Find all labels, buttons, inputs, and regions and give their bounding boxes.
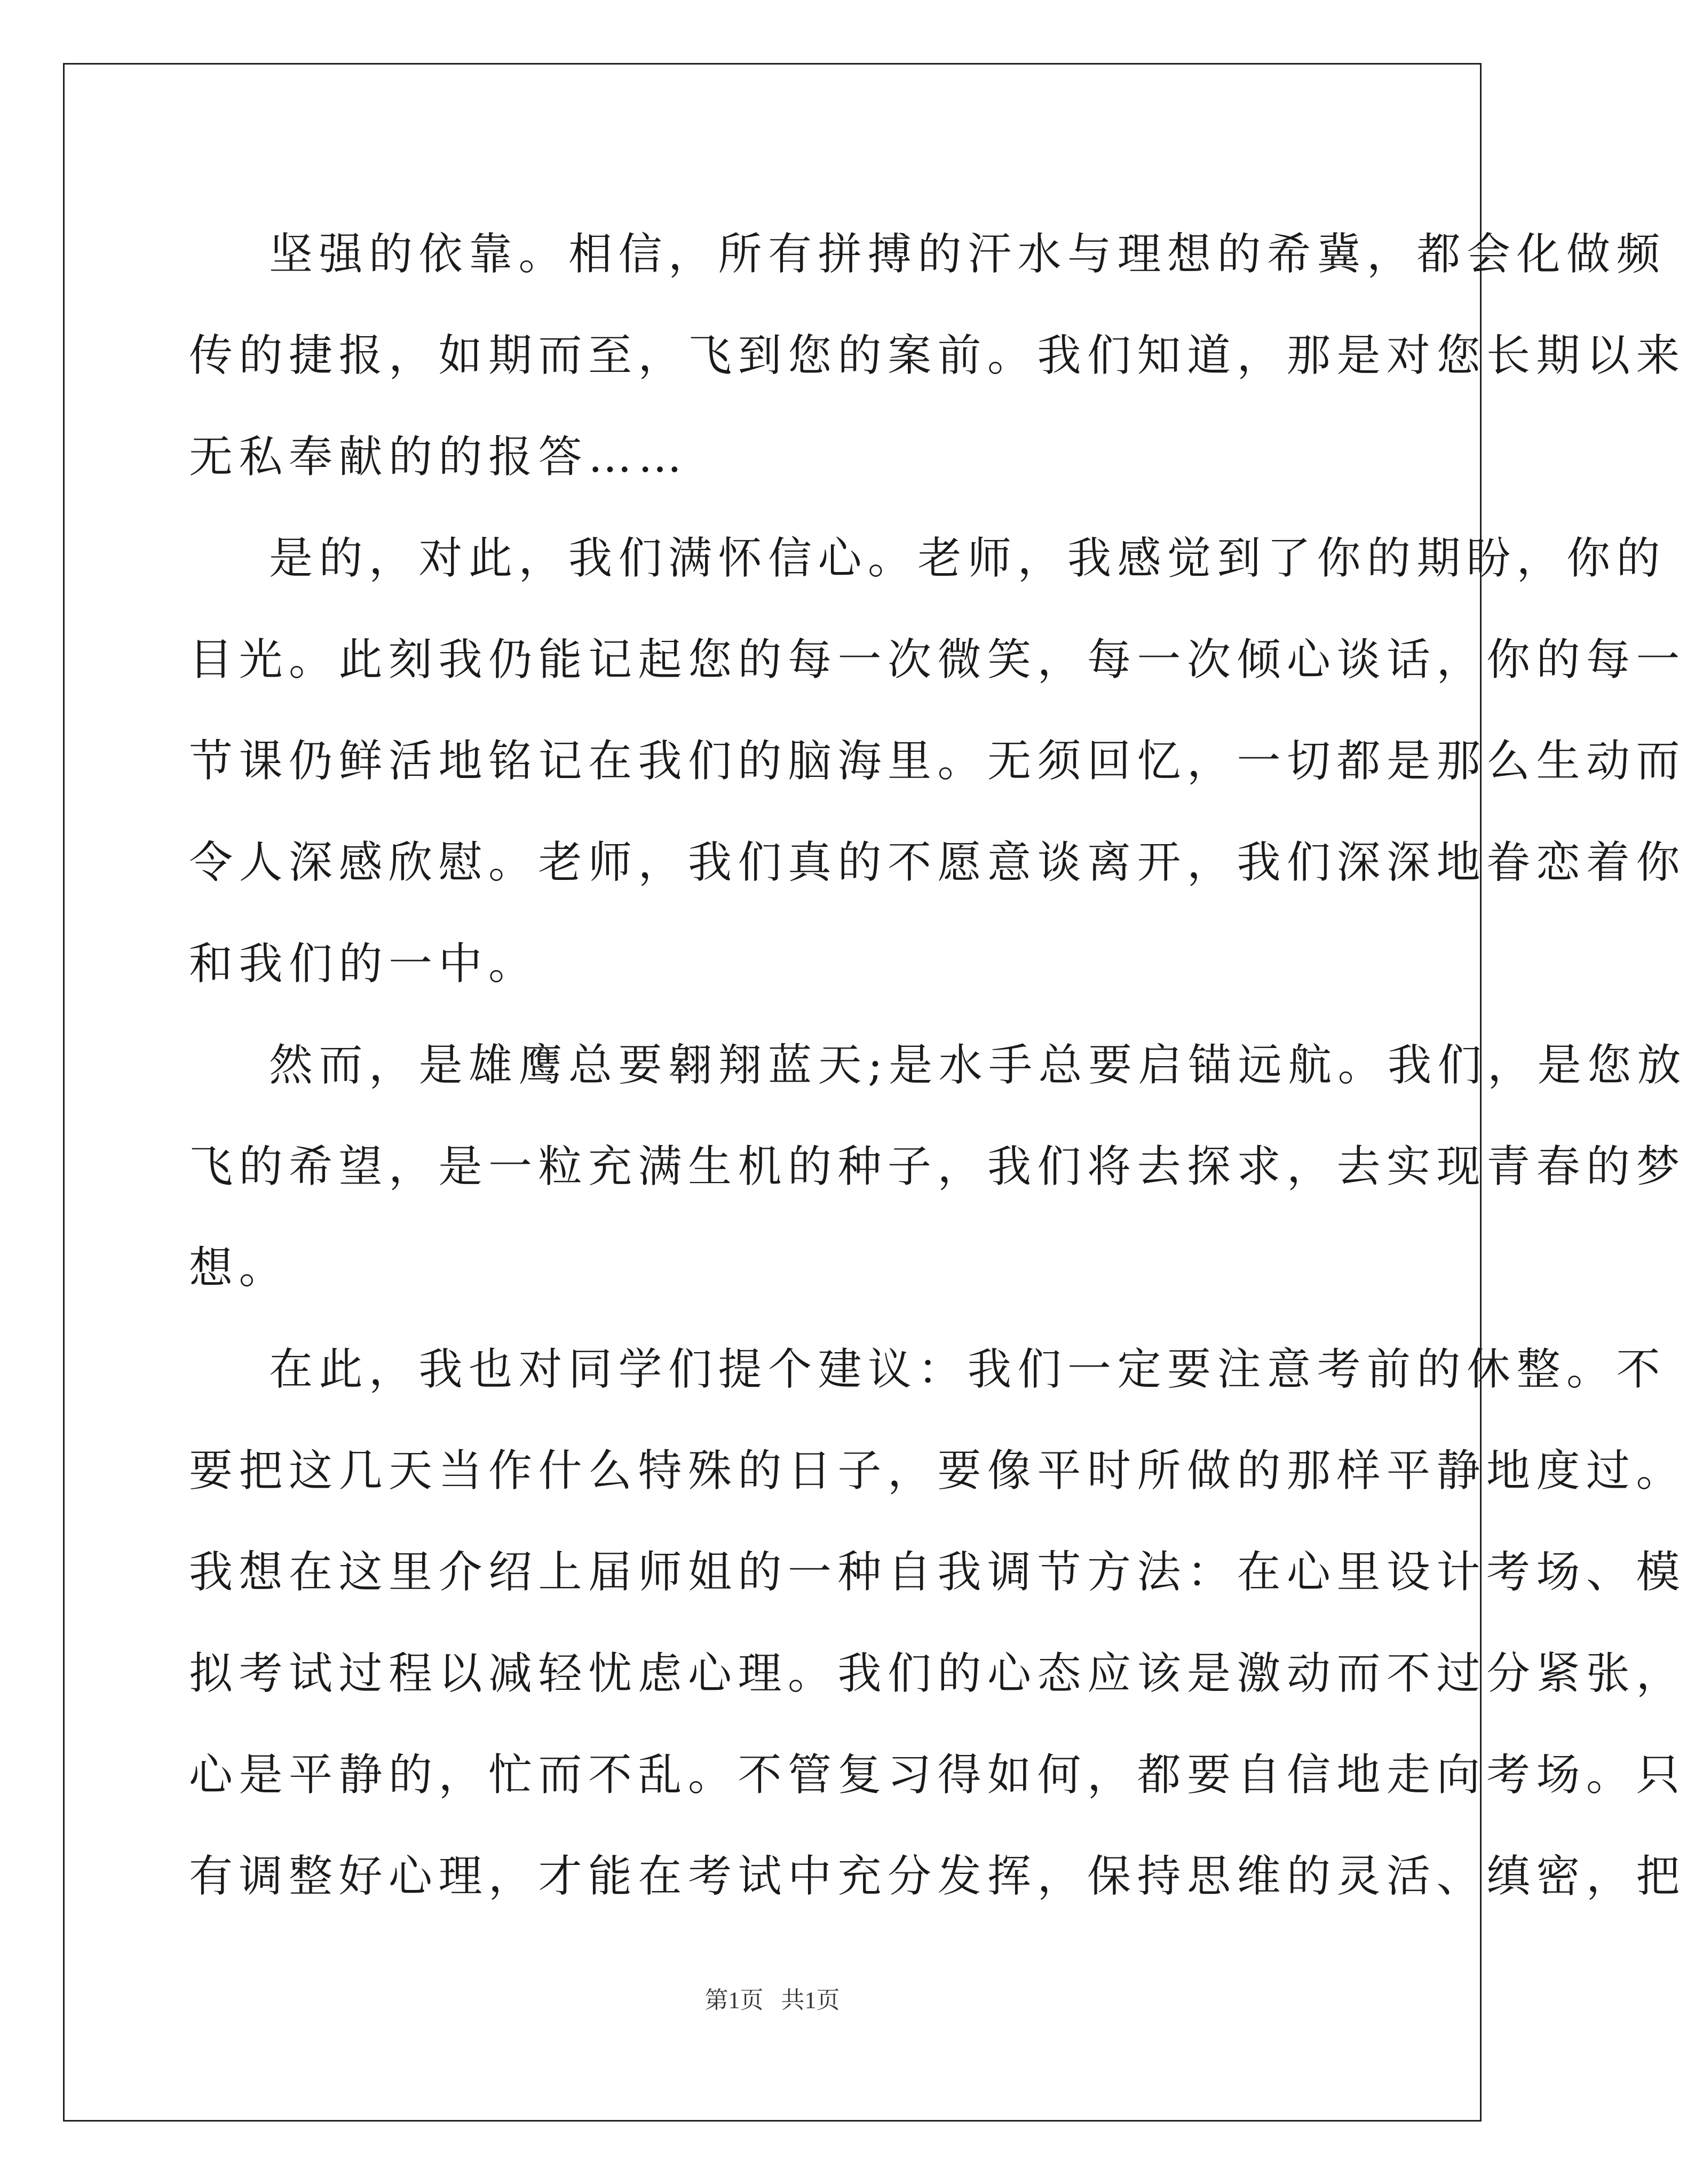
page-footer <box>0 1981 1545 2015</box>
paragraph-1-line-1: 坚强的依靠。相信，所有拼搏的汗水与理想的希冀，都会化做频 <box>269 229 1667 280</box>
paragraph-4-line-4: 拟考试过程以减轻忧虑心理。我们的心态应该是激动而不过分紧张， <box>189 1648 1686 1699</box>
paragraph-3-line-2: 飞的希望，是一粒充满生机的种子，我们将去探求，去实现青春的梦 <box>189 1141 1686 1192</box>
paragraph-2-line-4: 令人深感欣慰。老师，我们真的不愿意谈离开，我们深深地眷恋着你 <box>189 837 1686 888</box>
paragraph-4-line-5: 心是平静的，忙而不乱。不管复习得如何，都要自信地走向考场。只 <box>189 1750 1686 1800</box>
paragraph-4-line-2: 要把这几天当作什么特殊的日子，要像平时所做的那样平静地度过。 <box>189 1446 1686 1496</box>
paragraph-1-line-3: 无私奉献的的报答…… <box>189 432 688 482</box>
paragraph-2-line-3: 节课仍鲜活地铭记在我们的脑海里。无须回忆，一切都是那么生动而 <box>189 736 1686 787</box>
paragraph-3-line-3: 想。 <box>189 1243 289 1293</box>
paragraph-4-line-6: 有调整好心理，才能在考试中充分发挥，保持思维的灵活、缜密，把 <box>189 1851 1686 1902</box>
document-body <box>189 204 1687 1927</box>
page-number: 第1页 共1页 <box>704 1987 840 2013</box>
paragraph-1-line-2: 传的捷报，如期而至，飞到您的案前。我们知道，那是对您长期以来 <box>189 330 1686 381</box>
paragraph-4-line-3: 我想在这里介绍上届师姐的一种自我调节方法：在心里设计考场、模 <box>189 1547 1686 1598</box>
paragraph-2-line-2: 目光。此刻我仍能记起您的每一次微笑，每一次倾心谈话，你的每一 <box>189 634 1686 685</box>
paragraph-3-line-1: 然而，是雄鹰总要翱翔蓝天;是水手总要启锚远航。我们，是您放 <box>269 1040 1687 1091</box>
paragraph-2-line-5: 和我们的一中。 <box>189 939 538 989</box>
paragraph-2-line-1: 是的，对此，我们满怀信心。老师，我感觉到了你的期盼，你的 <box>269 533 1667 584</box>
paragraph-4-line-1: 在此，我也对同学们提个建议：我们一定要注意考前的休整。不 <box>269 1344 1667 1395</box>
